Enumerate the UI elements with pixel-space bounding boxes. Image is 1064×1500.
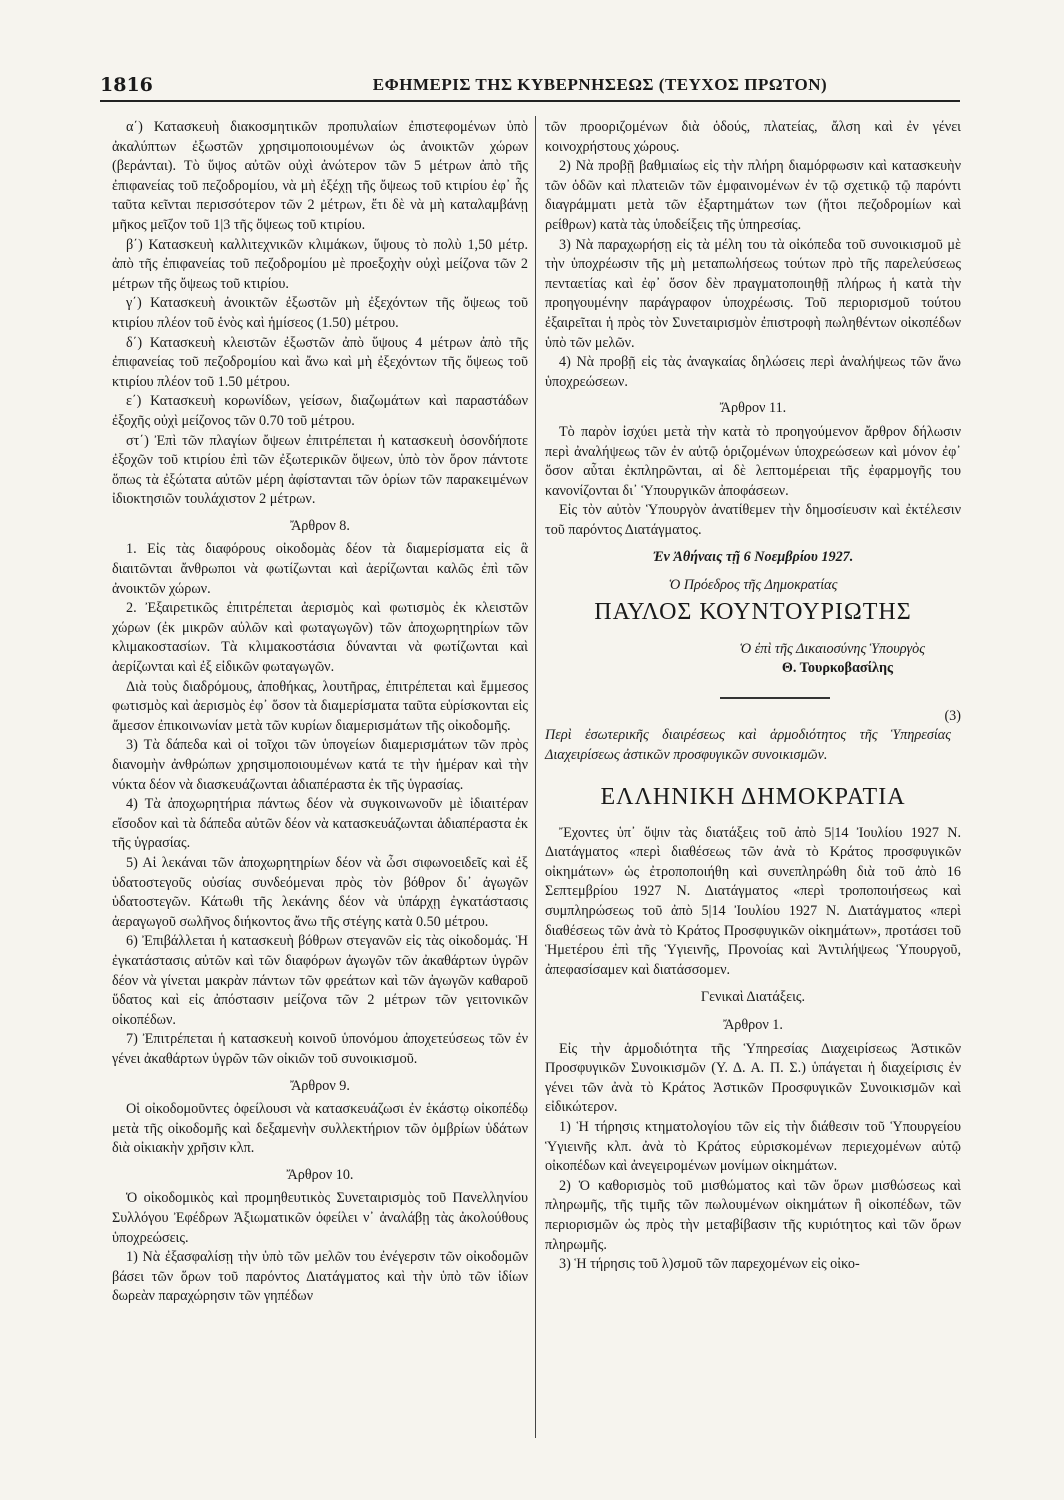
- right-column: [545, 118, 961, 1275]
- gazette-title: ΕΦΗΜΕΡΙΣ ΤΗΣ ΚΥΒΕΡΝΗΣΕΩΣ (ΤΕΥΧΟΣ ΠΡΩΤΟΝ): [372, 75, 828, 94]
- republic-heading: ΕΛΛΗΝΙΚΗ ΔΗΜΟΚΡΑΤΙΑ: [600, 783, 906, 810]
- page-header: [100, 70, 960, 102]
- paragraph: 4) Νὰ προβῇ εἰς τὰς ἀναγκαίας δηλώσεις περὶ ἀναλήψεως τῶν ἄνω ὑποχρεώσεων.: [545, 354, 961, 390]
- paragraph: 7) Ἐπιτρέπεται ἡ κατασκευὴ κοινοῦ ὑπονόμου ἀποχετεύσεως τῶν ἐν γένει ἀκαθάρτων ὑγρῶν τῶν οἰκιῶν τοῦ συνοικισμοῦ.: [112, 1031, 528, 1067]
- page-number: 1816: [100, 74, 153, 96]
- paragraph: τῶν προοριζομένων διὰ ὁδούς, πλατείας, ἄλση καὶ ἐν γένει κοινοχρήστους χώρους.: [545, 119, 961, 155]
- decree-subject: Περὶ ἐσωτερικῆς διαιρέσεως καὶ ἁρμοδιότητος τῆς Ὑπηρεσίας Διαχειρίσεως ἀστικῶν προσφυγικῶν συνοικισμῶν.: [545, 727, 951, 764]
- paragraph: δ΄) Κατασκευὴ κλειστῶν ἐξωστῶν ἀπὸ ὕψους 4 μέτρων ἀπὸ τῆς ἐπιφανείας τοῦ πεζοδρομίου καὶ ἄνω καὶ μὴ ἐξεχόντων τῆς ὄψεως τοῦ κτιρίου πλέον τοῦ 1.50 μέτρου.: [112, 334, 528, 390]
- left-column: [112, 118, 528, 1307]
- paragraph: 5) Αἱ λεκάναι τῶν ἀποχωρητηρίων δέον νὰ ὦσι σιφωνοειδεῖς καὶ ἐξ ὑδατοστεγοῦς οὐσίας συνδεόμεναι πρὸς τὸν βόθρον δι᾽ ἀγωγῶν ὑδατοστεγῶν. Κάτωθι τῆς λεκάνης δέον νὰ ὑπάρχῃ ἐγκατάστασις ἀεραγωγοῦ σωλῆνος διήκοντος ἄνω τῆς στέγης κατὰ 0.50 μέτρου.: [112, 854, 528, 930]
- paragraph: 2) Ὁ καθορισμὸς τοῦ μισθώματος καὶ τῶν ὅρων μισθώσεως καὶ πληρωμῆς, τῆς τιμῆς τῶν πωλουμένων οἰκημάτων ἢ οἰκοπέδων, τῶν περιορισμῶν ὡς πρὸς τὴν μεταβίβασιν τῆς κυριότητος καὶ τῶν ὅρων πληρωμῆς.: [545, 1177, 961, 1253]
- paragraph: 3) Νὰ παραχωρήσῃ εἰς τὰ μέλη του τὰ οἰκόπεδα τοῦ συνοικισμοῦ μὲ τὴν ὑποχρέωσιν τῆς μὴ μεταπωλήσεως τούτων πρὸ τῆς παρελεύσεως πενταετίας καὶ ἐφ᾽ ὅσον δὲν πραγματοποιηθῇ πλήρως ἡ κατὰ τὴν προηγουμένην παράγραφον ὑποχρέωσις. Τοῦ περιορισμοῦ τούτου ἐξαιρεῖται ἡ πρὸς τὸν Συνεταιρισμὸν ἐπιστροφὴ πωληθέντων οἰκοπέδων ὑπὸ τῶν μελῶν.: [545, 236, 961, 351]
- paragraph: 3) Τὰ δάπεδα καὶ οἱ τοῖχοι τῶν ὑπογείων διαμερισμάτων τῶν πρὸς διανομὴν ἀνθρώπων χρησιμοποιουμένων κατά τε τὴν ἡμέραν καὶ τὴν νύκτα δέον νὰ διασκευάζωνται ἀδιαπέραστα ἐκ τῆς ὑγρασίας.: [112, 737, 528, 793]
- article-heading: Ἄρθρον 1.: [723, 1016, 783, 1033]
- paragraph: α΄) Κατασκευὴ διακοσμητικῶν προπυλαίων ἐπιστεφομένων ὑπὸ ἀκαλύπτων ἐξωστῶν χρησιμοποιουμένων ὡς ἀνοικτῶν χώρων (βεράνται). Τὸ ὕψος αὐτῶν οὐχὶ ἀνώτερον τῶν 5 μέτρων ἀπὸ τῆς ἐπιφανείας τοῦ πεζοδρομίου, νὰ μὴ ἐξέχῃ τῆς ὄψεως τοῦ κτιρίου ἐφ᾽ ἧς ταῦτα κεῖνται περισσότερον τῶν 2 μέτρων, ἔτι δὲ νὰ μὴ καταλαμβάνῃ μῆκος μεῖζον τοῦ 1|3 τῆς ὄψεως τοῦ κτιρίου.: [112, 119, 528, 233]
- paragraph: 1) Ἡ τήρησις κτηματολογίου τῶν εἰς τὴν διάθεσιν τοῦ Ὑπουργείου Ὑγιεινῆς κλπ. ἀνὰ τὸ Κράτος εὑρισκομένων περιεχομένων αὐτῷ οἰκοπέδων καὶ ἀνεγειρομένων μονίμων οἰκημάτων.: [545, 1118, 961, 1175]
- place-date: Ἐν Ἀθήναις τῇ 6 Νοεμβρίου 1927.: [652, 549, 854, 566]
- section-rule: [720, 697, 830, 699]
- paragraph: 2. Ἐξαιρετικῶς ἐπιτρέπεται ἀερισμὸς καὶ φωτισμὸς ἐκ κλειστῶν χώρων (ἐκ μικρῶν αὐλῶν καὶ φωταγωγῶν) τῶν ἀποχωρητηρίων τῶν κλιμακοστασίων. Τὰ κλιμακοστάσια δύνανται νὰ φωτίζωνται καὶ ἀερίζωνται καὶ ἐξ εἰδικῶν φωταγωγῶν.: [112, 600, 528, 676]
- paragraph: Εἰς τὴν ἁρμοδιότητα τῆς Ὑπηρεσίας Διαχειρίσεως Ἀστικῶν Προσφυγικῶν Συνοικισμῶν (Υ. Δ. Α. Π. Σ.) ὑπάγεται ἡ διαχείρισις ἐν γένει τῶν ἀνὰ τὸ Κράτος Ἀστικῶν Προσφυγικῶν Συνοικισμῶν καὶ εἰδικώτερον.: [545, 1040, 961, 1116]
- preamble: Ἔχοντες ὑπ᾽ ὄψιν τὰς διατάξεις τοῦ ἀπὸ 5|14 Ἰουλίου 1927 Ν. Διατάγματος «περὶ διαθέσεως τῶν ἀνὰ τὸ Κράτος προσφυγικῶν οἰκημάτων» ὡς ἐτροποποιήθη καὶ συνεπληρώθη διὰ τοῦ ἀπὸ 16 Σεπτεμβρίου 1927 Ν. Διατάγματος «περὶ τροποποιήσεως καὶ συμπληρώσεως τοῦ ἀπὸ 5|14 Ἰουλίου 1927 Ν. Διατάγματος «περὶ διαθέσεως τῶν ἀνὰ τὸ Κράτος Προσφυγικῶν οἰκημάτων», προτάσει τοῦ Ἡμετέρου ἐπὶ τῆς Ὑγιεινῆς, Προνοίας καὶ Ἀντιλήψεως Ὑπουργοῦ, ἀπεφασίσαμεν καὶ διατάσσομεν.: [545, 824, 961, 978]
- paragraph: γ΄) Κατασκευὴ ἀνοικτῶν ἐξωστῶν μὴ ἐξεχόντων τῆς ὄψεως τοῦ κτιρίου πλέον τοῦ ἑνὸς καὶ ἡμίσεος (1.50) μέτρου.: [112, 295, 528, 331]
- minister-label: Ὁ ἐπὶ τῆς Δικαιοσύνης Ὑπουργὸς: [739, 640, 925, 657]
- paragraph: στ΄) Ἐπὶ τῶν πλαγίων ὄψεων ἐπιτρέπεται ἡ κατασκευὴ ὁσονδήποτε ἐξοχῶν τοῦ κτιρίου ἐπὶ τῶν ἐξωτερικῶν ὄψεων, ὑπὸ τὸν ὅρον πάντοτε ὅπως τὰ ἐξώτατα αὐτῶν μέρη ἀφίστανται τῶν ὁρίων τῶν παρακειμένων ἰδιοκτησιῶν τουλάχιστον 2 μέτρων.: [112, 432, 528, 508]
- article-heading: Ἄρθρον 11.: [719, 400, 787, 417]
- paragraph: Εἰς τὸν αὐτὸν Ὑπουργὸν ἀνατίθεμεν τὴν δημοσίευσιν καὶ ἐκτέλεσιν τοῦ παρόντος Διατάγματος.: [545, 502, 961, 538]
- general-provisions-heading: Γενικαὶ Διατάξεις.: [700, 989, 806, 1006]
- president-name: ΠΑΥΛΟΣ ΚΟΥΝΤΟΥΡΙΩΤΗΣ: [594, 598, 912, 625]
- paragraph: 2) Νὰ προβῇ βαθμιαίως εἰς τὴν πλήρη διαμόρφωσιν καὶ κατασκευὴν τῶν ὁδῶν καὶ πλατειῶν τῶν ἐμφαινομένων ἐν τῷ σχετικῷ τῷ παρόντι διαγράμματι μετὰ τῶν ἐξαρτημάτων των (ἤτοι πεζοδρομίων καὶ ρείθρων) κατὰ τὰς ὑποδείξεις τῆς ὑπηρεσίας.: [545, 158, 961, 233]
- column-divider: [535, 116, 536, 1438]
- paragraph: 3) Ἡ τήρησις τοῦ λ)σμοῦ τῶν παρεχομένων εἰς οἰκο-: [559, 1256, 860, 1273]
- paragraph: Ὁ οἰκοδομικὸς καὶ προμηθευτικὸς Συνεταιρισμὸς τοῦ Πανελληνίου Συλλόγου Ἐφέδρων Ἀξιωματικῶν ὀφείλει ν᾽ ἀναλάβῃ τὰς ἀκολούθους ὑποχρεώσεις.: [112, 1190, 528, 1246]
- minister-signature: Θ. Τουρκοβασίλης: [781, 660, 893, 677]
- paragraph: ε΄) Κατασκευὴ κορωνίδων, γείσων, διαζωμάτων καὶ παραστάδων ἐξοχῆς οὐχὶ μείζονος τῶν 0.70 τοῦ μέτρου.: [112, 393, 528, 429]
- decree-number: (3): [944, 707, 961, 724]
- paragraph: 4) Τὰ ἀποχωρητήρια πάντως δέον νὰ συγκοινωνοῦν μὲ ἰδιαιτέραν εἴσοδον καὶ τὰ δάπεδα αὐτῶν δέον νὰ κατασκευάζωνται ἀδιαπέραστα ἐκ τῆς ὑγρασίας.: [112, 796, 528, 852]
- paragraph: Οἱ οἰκοδομοῦντες ὀφείλουσι νὰ κατασκευάζωσι ἐν ἑκάστῳ οἰκοπέδῳ μετὰ τῆς οἰκοδομῆς καὶ δεξαμενὴν συλλεκτήριον τῶν ὀμβρίων ὑδάτων διὰ οἰκιακὴν χρῆσιν κλπ.: [112, 1101, 528, 1157]
- article-heading: Ἄρθρον 9.: [290, 1077, 350, 1094]
- article-heading: Ἄρθρον 8.: [290, 517, 350, 534]
- president-label: Ὁ Πρόεδρος τῆς Δημοκρατίας: [668, 577, 838, 594]
- paragraph: 6) Ἐπιβάλλεται ἡ κατασκευὴ βόθρων στεγανῶν εἰς τὰς οἰκοδομάς. Ἡ ἐγκατάστασις αὐτῶν καὶ τῶν διαφόρων ἀγωγῶν τῶν ἀκαθάρτων ὑγρῶν δέον νὰ γίνεται μακρὰν πάντων τῶν φρεάτων καὶ τῶν ἀγωγῶν καθαροῦ ὕδατος καὶ εἰς ἀπόστασιν μείζονα τῶν 2 μέτρων τῶν γειτονικῶν οἰκοπέδων.: [112, 933, 528, 1028]
- paragraph: 1) Νὰ ἐξασφαλίσῃ τὴν ὑπὸ τῶν μελῶν του ἐνέγερσιν τῶν οἰκοδομῶν βάσει τῶν ὅρων τοῦ παρόντος Διατάγματος καὶ τὴν ὑπὸ τῶν ἰδίων δωρεὰν παραχώρησιν τῶν γηπέδων: [112, 1249, 528, 1305]
- article-heading: Ἄρθρον 10.: [286, 1166, 354, 1183]
- paragraph: 1. Εἰς τὰς διαφόρους οἰκοδομὰς δέον τὰ διαμερίσματα εἰς ἃ διαιτῶνται ἄνθρωποι νὰ φωτίζωνται καὶ ἀερίζωνται καλῶς ἐπὶ τῶν ἀνοικτῶν χώρων.: [112, 541, 528, 597]
- paragraph: β΄) Κατασκευὴ καλλιτεχνικῶν κλιμάκων, ὕψους τὸ πολὺ 1,50 μέτρ. ἀπὸ τῆς ἐπιφανείας τοῦ πεζοδρομίου μὲ προεξοχὴν οὐχὶ μείζονα τῶν 2 μέτρων τῆς ὄψεως τοῦ κτιρίου.: [112, 236, 528, 292]
- paragraph: Διὰ τοὺς διαδρόμους, ἀποθήκας, λουτῆρας, ἐπιτρέπεται καὶ ἔμμεσος φωτισμὸς καὶ ἀερισμὸς ἐφ᾽ ὅσον τὰ διαμερίσματα ταῦτα εὑρίσκονται εἰς ἄμεσον ἐπικοινωνίαν μετὰ τῶν κυρίων διαμερισμάτων τῆς οἰκοδομῆς.: [112, 678, 528, 734]
- paragraph: Τὸ παρὸν ἰσχύει μετὰ τὴν κατὰ τὸ προηγούμενον ἄρθρον δήλωσιν περὶ ἀναλήψεως τῶν ἐν αὐτῷ ὁριζομένων ὑποχρεώσεων καὶ μόνον ἐφ᾽ ὅσον αὗται ἐκπληρῶνται, αἱ δὲ λεπτομέρειαι τῆς ἐφαρμογῆς του κανονίζονται δι᾽ Ὑπουργικῶν ἀποφάσεων.: [545, 423, 961, 499]
